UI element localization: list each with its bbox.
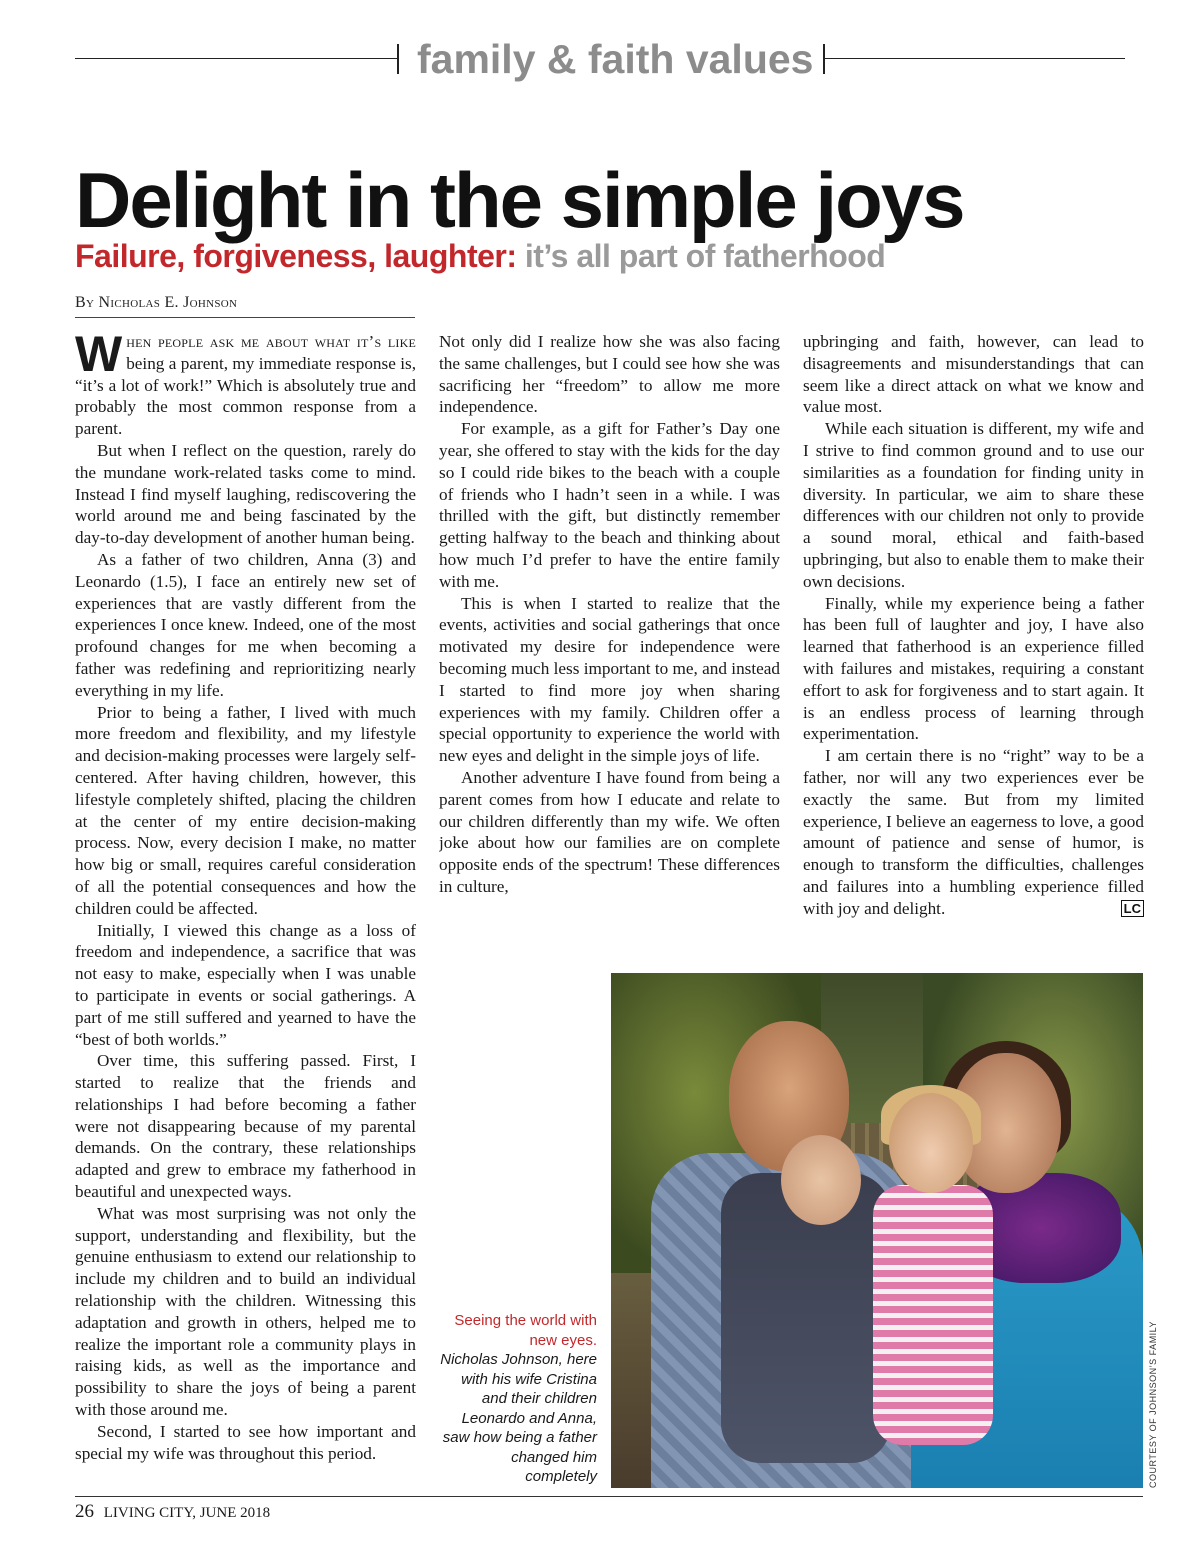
paragraph: This is when I started to realize that the events, activities and social gatherings that once motivated my desire for independence were becoming much less important to me, and instead I started to find more joy when sharing experiences with my family. Children offer a special opportunity to experience the world with new eyes and delight in the simple joys of life. (439, 593, 780, 766)
header-tick-left (397, 44, 399, 74)
header-tick-right (823, 44, 825, 74)
lead-rest: being a parent, my immediate response is, “it’s a lot of work!” Which is absolutely true and probably the most common response from a parent. (75, 353, 416, 439)
photo-caption (440, 1311, 597, 1487)
deck-grey-part: it’s all part of fatherhood (524, 238, 886, 274)
paragraph: Prior to being a father, I lived with much more freedom and flexibility, and my lifestyle and decision-making processes were largely self-centered. After having children, however, this lifestyle completely shifted, placing the children at the center of my entire decision-making process. Now, every decision I make, no matter how big or small, requires careful consideration of all the potential consequences and how the children could be affected. (75, 702, 416, 918)
photo-baby-head (781, 1135, 861, 1225)
paragraph: As a father of two children, Anna (3) and Leonardo (1.5), I face an entirely new set of experiences that are vastly different from the experiences I once knew. Indeed, one of the most profound changes for me when becoming a father was redefining and reprioritizing nearly everything in my life. (75, 549, 416, 700)
page-folio (75, 1502, 270, 1523)
paragraph: What was most surprising was not only the support, understanding and flexibility, but the genuine enthusiasm to extend our relationship to include my children and to build an individual relationship with the children. Witnessing this adaptation and growth in others, helped me to realize the important role a community plays in raising kids, as well as the importance and possibility to share the joys of being a parent with those around me. (75, 1203, 416, 1420)
paragraph: upbringing and faith, however, can lead to disagreements and misunderstandings that can seem like a direct attack on what we know and value most. (803, 332, 1144, 417)
page-number: 26 (75, 1501, 94, 1522)
lead-smallcaps: hen people ask me about what it’s like (126, 332, 416, 351)
paragraph: Another adventure I have found from being a parent comes from how I educate and relate to our children differently than my wife. We often joke about how our families are on complete opposite ends of the spectrum! These differences in culture, (439, 767, 780, 896)
paragraph: Not only did I realize how she was also facing the same challenges, but I could see how she was sacrificing her “freedom” to allow me more independence. (439, 332, 780, 417)
family-photo (611, 973, 1143, 1488)
paragraph: While each situation is different, my wife and I strive to find common ground and to use our similarities as a foundation for finding unity in diversity. In particular, we aim to share these differences with our children not only to provide a sound moral, ethical and faith-based upbringing, but also to enable them to make their own decisions. (803, 419, 1144, 591)
article-deck (75, 236, 885, 276)
paragraph: For example, as a gift for Father’s Day one year, she offered to stay with the kids for the day so I could ride bikes to the beach with a couple of friends who I hadn’t seen in a while. I was thrilled with the gift, but distinctly remember getting halfway to the beach and thinking about how much I’d prefer to have the entire family with me. (439, 419, 780, 591)
paragraph-final (803, 745, 1144, 919)
paragraph: Initially, I viewed this change as a loss of freedom and independence, a sacrifice that was not easy to make, especially when I was unable to participate in events or social gatherings. A part of me still suffered and yearned to have the “best of both worlds.” (75, 920, 416, 1049)
header-rule-right (825, 58, 1125, 59)
paragraph: But when I reflect on the question, rarely do the mundane work-related tasks come to mind. Instead I find myself laughing, rediscovering the world around me and being fascinated by the day-to-day development of another human being. (75, 440, 416, 548)
drop-cap: W (75, 331, 123, 382)
article-column-2 (439, 331, 780, 931)
footer-rule (75, 1496, 1143, 1497)
publication-line: LIVING CITY, JUNE 2018 (103, 1505, 271, 1521)
caption-title: Seeing the world with new eyes. (454, 1312, 597, 1349)
paragraph: Over time, this suffering passed. First, I started to realize that the friends and relationships I had before becoming a father were not disappearing because of my parental demands. On the contrary, these relationships adapted and grew to embrace my fatherhood in beautiful and unexpected ways. (75, 1051, 416, 1202)
photo-credit: COURTESY OF JOHNSON’S FAMILY (1148, 1320, 1158, 1488)
byline-by: By (75, 294, 95, 311)
section-header (75, 30, 1125, 90)
section-title: family & faith values (417, 36, 814, 82)
paragraph-lead (75, 331, 416, 440)
photo-girl-body (873, 1185, 993, 1445)
paragraph: Second, I started to see how important and special my wife was throughout this period. (75, 1421, 416, 1463)
article-headline: Delight in the simple joys (75, 156, 964, 244)
byline-author: Nicholas E. Johnson (98, 294, 238, 311)
end-mark-logo: LC (1121, 900, 1144, 917)
final-text: I am certain there is no “right” way to be a father, nor will any two experiences ever be exactly the same. But from my limited experience, I believe an eagerness to love, a good amount of patience and sense of humor, is enough to transform the difficulties, challenges and failures into a humbling experience filled with joy and delight. (803, 746, 1144, 918)
header-rule-left (75, 58, 397, 59)
paragraph: Finally, while my experience being a father has been full of laughter and joy, I have also learned that fatherhood is an experience filled with failures and mistakes, requiring a constant effort to ask for forgiveness and to start again. It is an endless process of learning through experimentation. (803, 593, 1144, 744)
article-column-1 (75, 331, 416, 1481)
byline (75, 292, 415, 318)
photo-girl-head (889, 1093, 973, 1193)
article-column-3 (803, 331, 1144, 931)
caption-body: Nicholas Johnson, here with his wife Cristina and their children Leonardo and Anna, saw how being a father changed him completely (440, 1351, 597, 1485)
deck-red-part: Failure, forgiveness, laughter: (75, 238, 517, 274)
